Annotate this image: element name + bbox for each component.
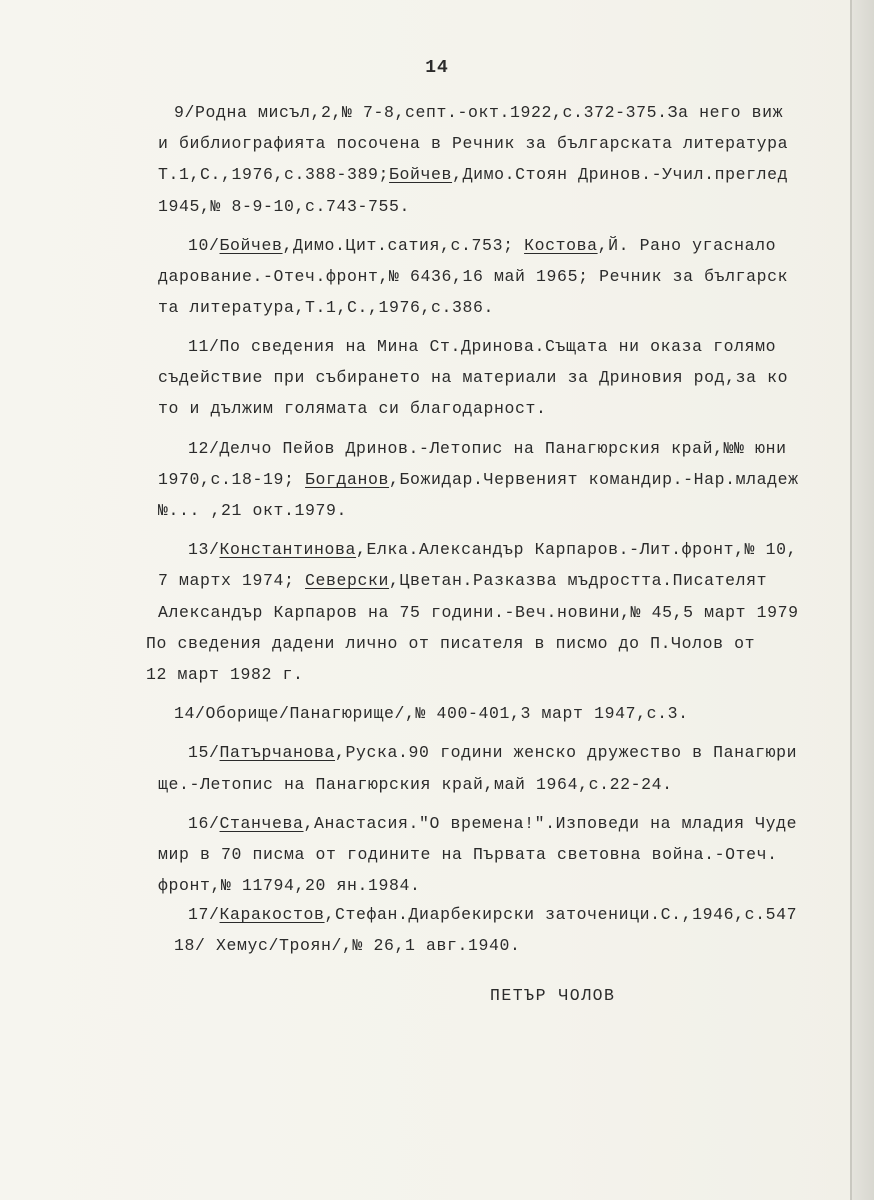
footnote-text: 7 мартх 1974;: [158, 571, 306, 590]
footnote-text: 17/: [188, 905, 220, 924]
footnote-text: 9/Родна мисъл,2,№ 7-8,септ.-окт.1922,с.372-375.За него виж: [174, 103, 784, 122]
footnote-line: [188, 334, 850, 360]
footnote-text: ,Цветан.Разказва мъдростта.Писателят: [389, 571, 768, 590]
footnote-line: [188, 740, 850, 766]
footnote-line: [188, 811, 850, 837]
footnote-line: [158, 131, 850, 157]
footnote-line: [158, 162, 850, 188]
underlined-author-name: Каракостов: [219, 905, 325, 924]
footnote-text: 12/Делчо Пейов Дринов.-Летопис на Панагюрския край,№№ юни: [188, 439, 787, 458]
footnote-text: 12 март 1982 г.: [146, 665, 304, 684]
footnote-text: 14/Оборище/Панагюрище/,№ 400-401,3 март 1947,с.3.: [174, 704, 689, 723]
footnote-line: [188, 902, 850, 928]
footnote-line: [174, 933, 850, 959]
footnote-text: По сведения дадени лично от писателя в писмо до П.Чолов от: [146, 634, 756, 653]
page-number: 14: [425, 58, 449, 78]
footnote-line: [158, 396, 850, 422]
author-signature: ПЕТЪР ЧОЛОВ: [490, 986, 616, 1005]
footnote-text: ,Димо.Цит.сатия,с.753;: [282, 236, 525, 255]
underlined-author-name: Богданов: [305, 470, 390, 489]
footnote-line: [158, 568, 850, 594]
underlined-author-name: Константинова: [219, 540, 357, 559]
underlined-author-name: Станчева: [219, 814, 304, 833]
footnote-line: [158, 498, 850, 524]
footnote-text: 15/: [188, 743, 220, 762]
footnote-text: то и дължим голямата си благодарност.: [158, 399, 547, 418]
footnote-line: [158, 772, 850, 798]
footnote-text: ,Елка.Александър Карпаров.-Лит.фронт,№ 10,: [356, 540, 798, 559]
footnote-text: 18/ Хемус/Троян/,№ 26,1 авг.1940.: [174, 936, 521, 955]
footnote-line: [158, 842, 850, 868]
footnote-line: [146, 662, 850, 688]
footnote-line: [158, 873, 850, 899]
underlined-author-name: Костова: [524, 236, 598, 255]
footnote-text: и библиографията посочена в Речник за българската литература: [158, 134, 789, 153]
footnote-text: 10/: [188, 236, 220, 255]
underlined-author-name: Патърчанова: [219, 743, 336, 762]
footnote-text: ,Анастасия."О времена!".Изповеди на младия Чуде: [303, 814, 798, 833]
footnote-text: та литература,Т.1,С.,1976,с.386.: [158, 298, 495, 317]
footnote-text: 1945,№ 8-9-10,с.743-755.: [158, 197, 411, 216]
footnote-text: дарование.-Отеч.фронт,№ 6436,16 май 1965; Речник за българск: [158, 267, 789, 286]
footnote-line: [188, 436, 850, 462]
underlined-author-name: Бойчев: [219, 236, 283, 255]
footnote-line: [158, 194, 850, 220]
footnote-text: ,Стефан.Диарбекирски заточеници.С.,1946,с.547: [324, 905, 798, 924]
footnote-line: [158, 264, 850, 290]
footnote-line: [158, 295, 850, 321]
footnote-text: ,Руска.90 години женско дружество в Панагюри: [335, 743, 798, 762]
footnote-text: ,Й. Рано угаснало: [597, 236, 777, 255]
footnote-line: [174, 100, 850, 126]
footnote-text: Т.1,С.,1976,с.388-389;: [158, 165, 390, 184]
footnote-text: 1970,с.18-19;: [158, 470, 306, 489]
footnote-text: ,Божидар.Червеният командир.-Нар.младеж: [389, 470, 799, 489]
scan-background: [852, 0, 874, 1200]
footnote-text: фронт,№ 11794,20 ян.1984.: [158, 876, 421, 895]
footnote-text: мир в 70 писма от годините на Първата световна война.-Отеч.: [158, 845, 778, 864]
footnote-line: [174, 701, 850, 727]
footnote-text: съдействие при събирането на материали за Дриновия род,за ко: [158, 368, 789, 387]
footnote-text: ще.-Летопис на Панагюрския край,май 1964,с.22-24.: [158, 775, 673, 794]
footnote-text: 13/: [188, 540, 220, 559]
underlined-author-name: Северски: [305, 571, 390, 590]
footnote-text: Александър Карпаров на 75 години.-Веч.новини,№ 45,5 март 1979: [158, 603, 799, 622]
footnote-line: [146, 631, 850, 657]
footnote-text: ,Димо.Стоян Дринов.-Учил.преглед: [452, 165, 789, 184]
footnote-line: [158, 365, 850, 391]
underlined-author-name: Бойчев: [389, 165, 453, 184]
footnote-line: [158, 467, 850, 493]
footnote-line: [188, 233, 850, 259]
footnote-line: [188, 537, 850, 563]
footnote-text: 16/: [188, 814, 220, 833]
footnote-line: [158, 600, 850, 626]
footnote-text: №... ,21 окт.1979.: [158, 501, 348, 520]
footnote-text: 11/По сведения на Мина Ст.Дринова.Същата ни оказа голямо: [188, 337, 777, 356]
